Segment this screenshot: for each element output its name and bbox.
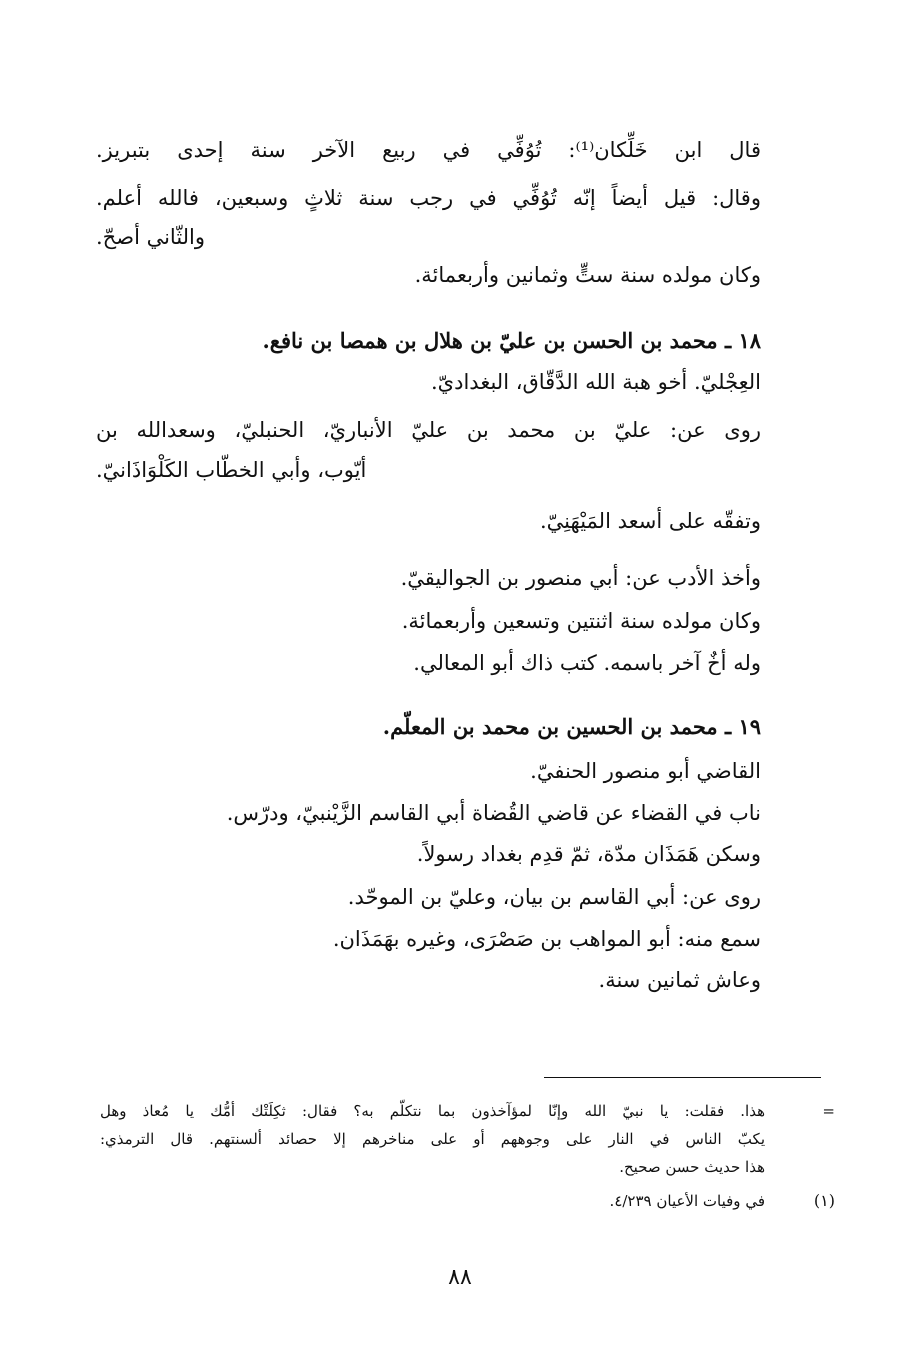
entry-heading-19: ١٩ ـ محمد بن الحسين بن محمد بن المعلّم. — [382, 714, 761, 739]
text-line: ناب في القضاء عن قاضي القُضاة أبي القاسم الزَّيْنبيّ، ودرّس. — [226, 801, 761, 825]
footnote-line: هذا. فقلت: يا نبيّ الله وإنّا لمؤآخذون بما نتكلّم به؟ فقال: ثكِلَتْك أمُّك يا مُعاذ وهل — [100, 1102, 765, 1120]
text-line: وتفقّه على أسعد المَيْهَنِيّ. — [540, 509, 761, 533]
text-line: وكان مولده سنة اثنتين وتسعين وأربعمائة. — [401, 609, 761, 633]
text-line: أيّوب، وأبي الخطّاب الكَلْوَاذَانيّ. — [96, 458, 367, 482]
text-line: سمع منه: أبو المواهب بن صَصْرَى، وغيره بهَمَذَان. — [332, 927, 761, 951]
page-number: ٨٨ — [448, 1265, 472, 1290]
text-line: القاضي أبو منصور الحنفيّ. — [530, 759, 761, 783]
text-line: وقال: قيل أيضاً إنّه تُوُفِّي في رجب سنة ثلاثٍ وسبعين، فالله أعلم. — [96, 186, 761, 210]
text-line: وله أخٌ آخر باسمه. كتب ذاك أبو المعالي. — [413, 651, 761, 675]
text-line: روى عن: عليّ بن محمد بن عليّ الأنباريّ، الحنبليّ، وسعدالله بن — [96, 418, 761, 442]
entry-heading-18: ١٨ ـ محمد بن الحسن بن عليّ بن هلال بن همصا بن نافع. — [262, 328, 761, 353]
text-line: وكان مولده سنة ستٍّ وثمانين وأربعمائة. — [414, 263, 761, 287]
footnote-number: (١) — [813, 1191, 835, 1210]
text-line: العِجْليّ. أخو هبة الله الدَّقّاق، البغداديّ. — [431, 370, 761, 394]
footnote-continuation-marker: = — [822, 1102, 835, 1120]
footnote-line: هذا حديث حسن صحيح. — [619, 1158, 765, 1176]
text-line: قال ابن خَلِّكان⁽¹⁾: تُوُفِّي في ربيع الآخر سنة إحدى بتبريز. — [96, 138, 761, 162]
text-line: والثّاني أصحّ. — [96, 225, 206, 249]
text-line: وأخذ الأدب عن: أبي منصور بن الجواليقيّ. — [400, 566, 761, 590]
footnote-separator — [544, 1077, 821, 1078]
text-line: وسكن هَمَذَان مدّة، ثمّ قدِم بغداد رسولاً. — [416, 842, 761, 866]
footnote-line: يكبّ الناس في النار على وجوههم أو على مناخرهم إلا حصائد ألسنتهم. قال الترمذي: — [100, 1130, 765, 1148]
text-line: وعاش ثمانين سنة. — [598, 968, 761, 992]
text-line: روى عن: أبي القاسم بن بيان، وعليّ بن الموحّد. — [347, 885, 761, 909]
footnote-text: في وفيات الأعيان ٤/٢٣٩. — [609, 1192, 765, 1210]
